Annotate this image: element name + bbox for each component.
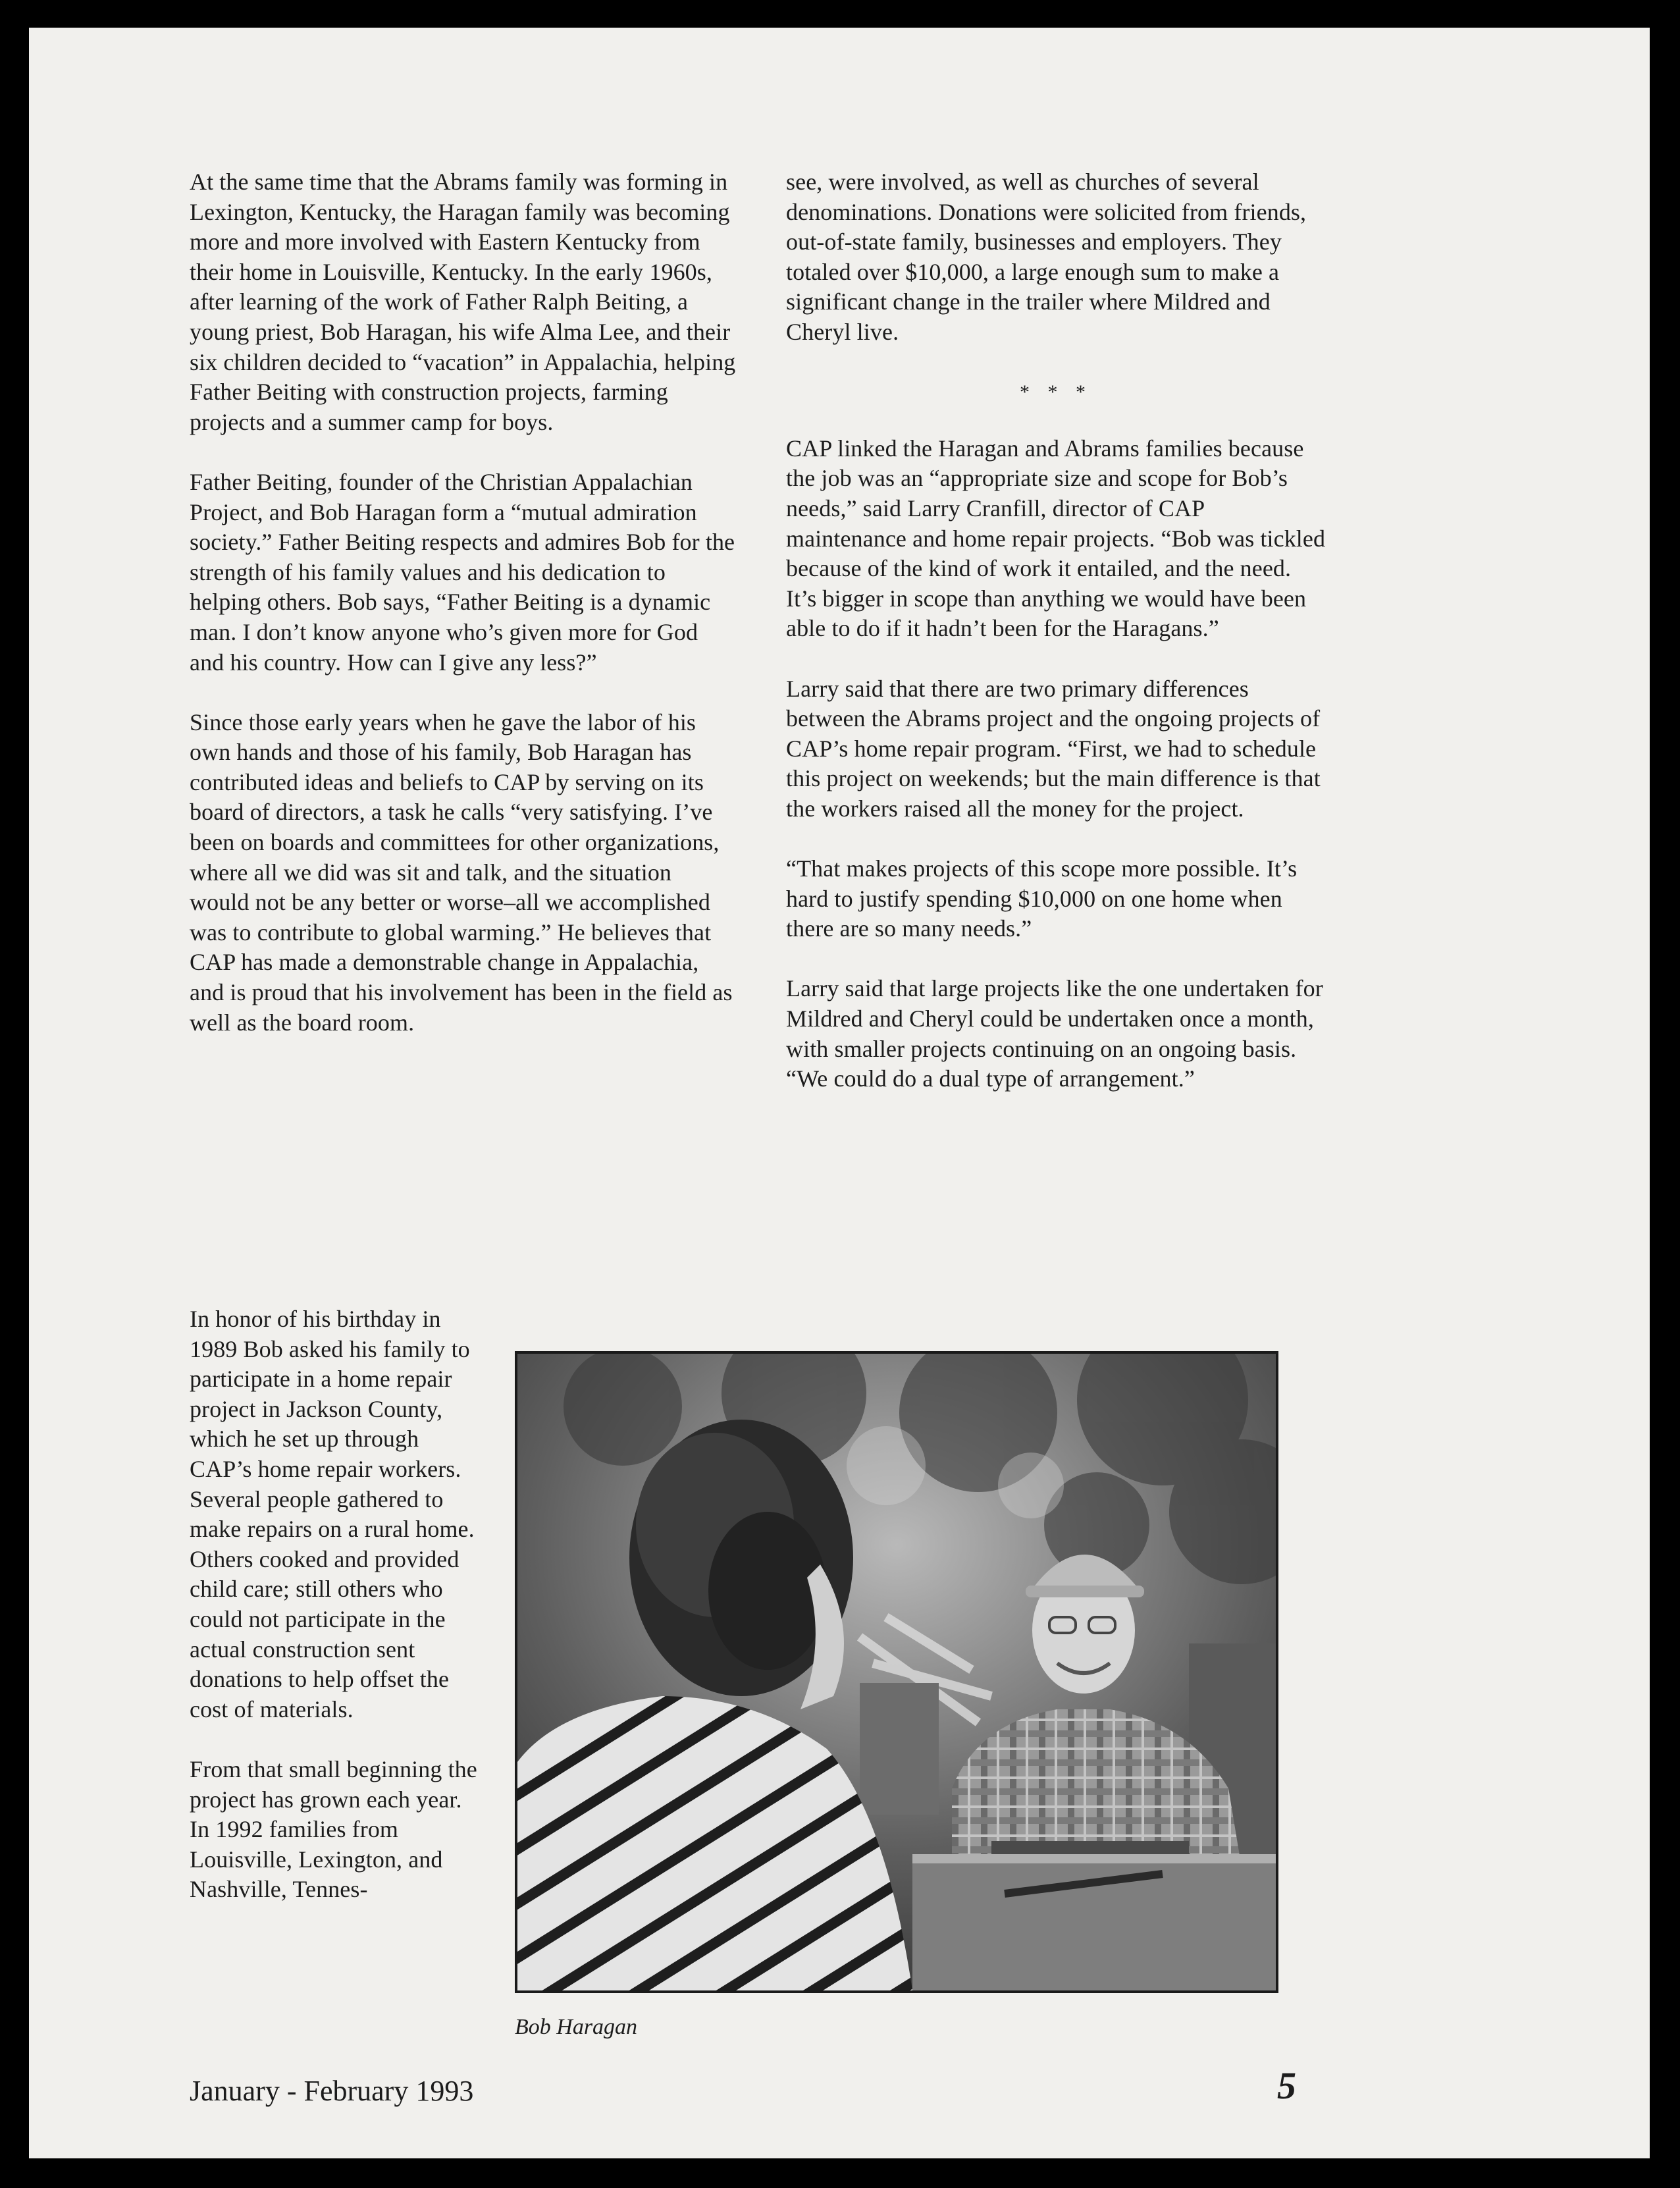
right-column-text bbox=[786, 167, 1326, 1094]
paragraph: From that small beginning the project has grown each year. In 1992 families from Louisville, Lexington, and Nashville, Tennes- bbox=[190, 1755, 477, 1903]
paragraph: “That makes projects of this scope more possible. It’s hard to justify spending $10,000 on one home when there are so many needs.” bbox=[786, 855, 1298, 942]
section-separator: * * * bbox=[1020, 381, 1092, 404]
paragraph: At the same time that the Abrams family was forming in Lexington, Kentucky, the Haragan family was becoming more and more involved with Eastern Kentucky from their home in Louisville, Kentucky. In the early 1960s, after learning of the work of Father Ralph Beiting, a young priest, Bob Haragan, his wife Alma Lee, and their six children decided to “vacation” in Appalachia, helping Father Beiting with construction projects, farming projects and a summer camp for boys. bbox=[190, 169, 736, 435]
left-column-text bbox=[190, 167, 736, 1038]
paragraph: Father Beiting, founder of the Christian Appalachian Project, and Bob Haragan form a “mutual admiration society.” Father Beiting respects and admires Bob for the strength of his family values and his dedication to helping others. Bob says, “Father Beiting is a dynamic man. I don’t know anyone who’s given more for God and his country. How can I give any less?” bbox=[190, 468, 735, 676]
paragraph: In honor of his birthday in 1989 Bob asked his family to participate in a home repair project in Jackson County, which he set up through CAP’s home repair workers. Several people gathered to make repairs on a rural home. Others cooked and provided child care; still others who could not participate in the actual construction sent donations to help offset the cost of materials. bbox=[190, 1306, 475, 1722]
paragraph: Larry said that large projects like the one undertaken for Mildred and Cheryl could be undertaken once a month, with smaller projects continuing on an ongoing basis. “We could do a dual type of arrangement.” bbox=[786, 975, 1323, 1092]
page-number: 5 bbox=[1277, 2064, 1296, 2107]
paragraph: see, were involved, as well as churches of several denominations. Donations were solicited from friends, out-of-state family, businesses and employers. They totaled over $10,000, a large enough sum to make a significant change in the trailer where Mildred and Cheryl live. bbox=[786, 169, 1307, 345]
photo-bob-haragan bbox=[515, 1351, 1278, 1993]
newsletter-page bbox=[29, 28, 1650, 2158]
issue-date: January - February 1993 bbox=[190, 2075, 474, 2107]
paragraph: CAP linked the Haragan and Abrams families because the job was an “appropriate size and scope for Bob’s needs,” said Larry Cranfill, director of CAP maintenance and home repair projects. “Bob was tickled because of the kind of work it entailed, and the need. It’s bigger in scope than anything we would have been able to do if it hadn’t been for the Haragans.” bbox=[786, 435, 1326, 642]
photo-caption: Bob Haragan bbox=[515, 2015, 638, 2039]
paragraph: Since those early years when he gave the labor of his own hands and those of his family, Bob Haragan has contributed ideas and beliefs to CAP by serving on its board of directors, a task he calls “very satisfying. I’ve been on boards and committees for other organizations, where all we did was sit and talk, and the situation would not be any better or worse–all we accomplished was to contribute to global warming.” He believes that CAP has made a demonstrable change in Appalachia, and is proud that his involvement has been in the field as well as the board room. bbox=[190, 708, 733, 1036]
paragraph: Larry said that there are two primary differences between the Abrams project and the ongoing projects of CAP’s home repair program. “First, we had to schedule this project on weekends; but the main difference is that the workers raised all the money for the project. bbox=[786, 675, 1321, 822]
left-narrow-column-text bbox=[190, 1304, 479, 1905]
photo-illustration bbox=[517, 1354, 1276, 1990]
